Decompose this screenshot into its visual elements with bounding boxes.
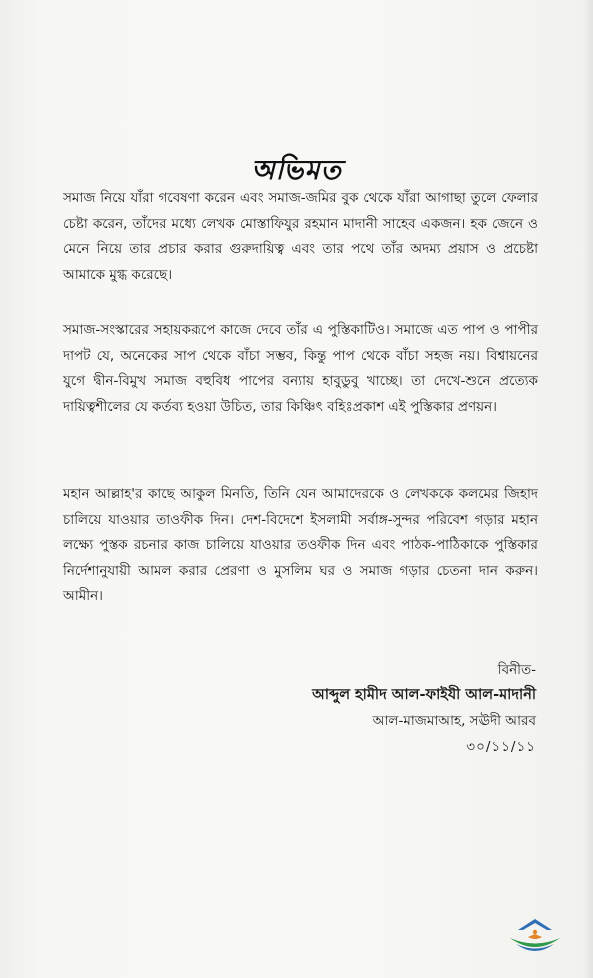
signature-name: আব্দুল হামীদ আল-ফাইযী আল-মাদানী: [312, 687, 536, 703]
publisher-logo-icon: [506, 916, 564, 956]
page-edge-shadow: [583, 0, 593, 978]
signature-date: ৩০/১১/১১: [466, 739, 536, 755]
signature-place: আল-মাজমাআহ, সঊদী আরব: [372, 713, 536, 729]
page-title: অভিমত: [251, 155, 342, 186]
paragraph-2: সমাজ-সংস্কারের সহায়করূপে কাজে দেবে তাঁর এ পুস্তিকাটিও। সমাজে এত পাপ ও পাপীর দাপট যে, অনেকের সাপ থেকে বাঁচা সম্ভব, কিন্তু পাপ থেকে বাঁচা সহজ নয়। বিশ্বায়নের যুগে দ্বীন-বিমুখ সমাজ বহুবিধ পাপের বন্যায় হাবুডুবু খাচ্ছে। তা দেখে-শুনে প্রত্যেক দায়িত্বশীলের যে কর্তব্য হওয়া উচিত, তার কিঞ্চিৎ বহিঃপ্রকাশ এই পুস্তিকার প্রণয়ন।: [63, 322, 538, 415]
paragraph-3: মহান আল্লাহ'র কাছে আকুল মিনতি, তিনি যেন আমাদেরকে ও লেখককে কলমের জিহাদ চালিয়ে যাওয়ার তাওফীক দিন। দেশ-বিদেশে ইসলামী সর্বাঙ্গ-সুন্দর পরিবেশ গড়ার মহান লক্ষ্যে পুস্তক রচনার কাজ চালিয়ে যাওয়ার তওফীক দিন এবং পাঠক-পাঠিকাকে পুস্তিকার নির্দেশানুযায়ী আমল করার প্রেরণা ও মুসলিম ঘর ও সমাজ গড়ার চেতনা দান করুন। আমীন।: [63, 486, 538, 604]
paragraph-1: সমাজ নিয়ে যাঁরা গবেষণা করেন এবং সমাজ-জমির বুক থেকে যাঁরা আগাছা তুলে ফেলার চেষ্টা করেন, তাঁদের মধ্যে লেখক মোস্তাফিযুর রহমান মাদানী সাহেব একজন। হক জেনে ও মেনে নিয়ে তার প্রচার করার গুরুদায়িত্ব এবং তার পথে তাঁর অদম্য প্রয়াস ও প্রচেষ্টা আমাকে মুগ্ধ করেছে।: [63, 190, 538, 283]
signature-label: বিনীত-: [497, 662, 536, 678]
